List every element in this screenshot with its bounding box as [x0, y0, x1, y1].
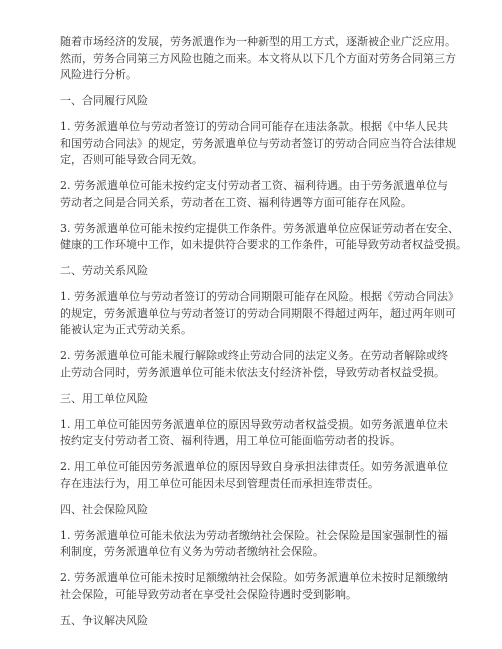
text-line: 存在违法行为，用工单位可能因未尽到管理责任而承担连带责任。	[60, 476, 379, 490]
paragraph	[60, 178, 448, 211]
text-line: 利制度，劳务派遣单位有义务为劳动者缴纳社会保险。	[60, 545, 324, 558]
text-line: 2. 劳务派遣单位可能未按约定支付劳动者工资、福利待遇。由于劳务派遣单位与	[60, 179, 448, 192]
text-line: 2. 劳务派遣单位可能未按时足额缴纳社会保险。如劳务派遣单位未按时足额缴纳	[60, 571, 448, 584]
section-heading: 三、用工单位风险	[60, 391, 148, 405]
section-heading: 二、劳动关系风险	[60, 264, 148, 277]
text-line: 止劳动合同时，劳务派遣单位可能未依法支付经济补偿，导致劳动者权益受损。	[60, 365, 445, 379]
intro-paragraph	[60, 34, 456, 84]
paragraph	[60, 221, 467, 254]
paragraph	[60, 459, 448, 492]
paragraph	[60, 289, 459, 339]
paragraph	[60, 119, 456, 169]
text-line: 社会保险，可能导致劳动者在享受社会保险待遇时受到影响。	[60, 587, 357, 601]
text-line: 2. 劳务派遣单位可能未履行解除或终止劳动合同的法定义务。在劳动者解除或终	[60, 349, 448, 362]
text-line: 健康的工作环境中工作，如未提供符合要求的工作条件，可能导致劳动者权益受损。	[60, 238, 467, 251]
paragraph	[60, 528, 448, 561]
text-line: 1. 劳务派遣单位可能未依法为劳动者缴纳社会保险。社会保险是国家强制性的福	[60, 528, 448, 542]
text-line: 1. 用工单位可能因劳务派遣单位的原因导致劳动者权益受损。如劳务派遣单位未	[60, 417, 448, 431]
text-line: 然而，劳务合同第三方风险也随之而来。本文将从以下几个方面对劳务合同第三方	[60, 51, 456, 65]
section-heading: 五、争议解决风险	[60, 613, 148, 627]
text-line: 按约定支付劳动者工资、福利待遇，用工单位可能面临劳动者的投诉。	[60, 434, 401, 447]
text-line: 劳动者之间是合同关系，劳动者在工资、福利待遇等方面可能存在风险。	[60, 195, 412, 209]
paragraph	[60, 348, 448, 381]
section-heading: 四、社会保险风险	[60, 502, 148, 516]
text-line: 能被认定为正式劳动关系。	[60, 323, 192, 336]
text-line: 3. 劳务派遣单位可能未按约定提供工作条件。劳务派遣单位应保证劳动者在安全、	[60, 221, 459, 235]
text-line: 定，否则可能导致合同无效。	[60, 153, 203, 166]
text-line: 2. 用工单位可能因劳务派遣单位的原因导致自身承担法律责任。如劳务派遣单位	[60, 460, 448, 473]
text-line: 风险进行分析。	[60, 68, 137, 81]
section-heading: 一、合同履行风险	[60, 94, 148, 107]
document-page	[60, 34, 467, 629]
paragraph	[60, 417, 448, 450]
text-line: 1. 劳务派遣单位与劳动者签订的劳动合同期限可能存在风险。根据《劳动合同法》	[60, 290, 459, 303]
text-line: 1. 劳务派遣单位与劳动者签订的劳动合同可能存在违法条款。根据《中华人民共	[60, 120, 448, 133]
text-line: 随着市场经济的发展，劳务派遣作为一种新型的用工方式，逐渐被企业广泛应用。	[60, 35, 456, 48]
paragraph	[60, 570, 448, 603]
text-line: 的规定，劳务派遣单位与劳动者签订的劳动合同期限不得超过两年，超过两年则可	[60, 306, 456, 320]
text-line: 和国劳动合同法》的规定，劳务派遣单位与劳动者签订的劳动合同应当符合法律规	[60, 136, 456, 150]
